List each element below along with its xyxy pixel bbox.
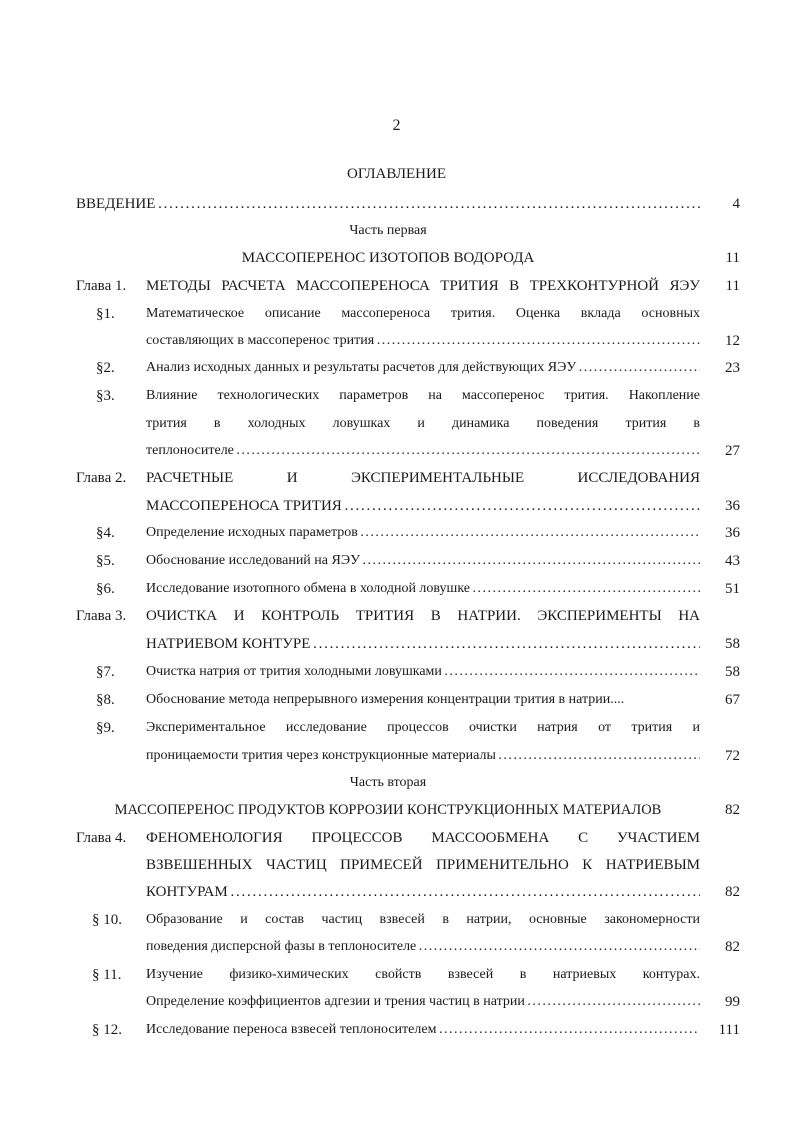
toc-entry-section-3-cont bbox=[0, 413, 793, 439]
toc-entry-section-3-cont bbox=[0, 440, 793, 466]
toc-entry-page: 4 bbox=[732, 196, 740, 212]
section-label: § 10. bbox=[92, 912, 122, 928]
section-label: §2. bbox=[96, 360, 115, 376]
section-label: § 11. bbox=[92, 967, 122, 983]
part-heading bbox=[0, 772, 793, 798]
toc-entry-section-8 bbox=[0, 689, 793, 715]
section-title-line: Образование и состав частиц взвесей в натрии, основные закономерности bbox=[146, 912, 700, 927]
toc-entry-section-6 bbox=[0, 578, 793, 604]
section-title-line: Определение исходных параметров . . . bbox=[146, 522, 700, 544]
section-title-line: Обоснование исследований на ЯЭУ . . . bbox=[146, 550, 700, 572]
toc-entry-page: 23 bbox=[725, 360, 740, 376]
toc-entry-chapter-1 bbox=[0, 275, 793, 301]
section-label: §4. bbox=[96, 525, 115, 541]
part-heading bbox=[0, 220, 793, 246]
section-title-line: Очистка натрия от трития холодными ловушками . . . bbox=[146, 661, 700, 683]
section-title-line: Влияние технологических параметров на массоперенос трития. Накопление bbox=[146, 388, 700, 403]
section-label: §5. bbox=[96, 553, 115, 569]
section-label: §8. bbox=[96, 692, 115, 708]
chapter-title-line: МАССОПЕРЕНОСА ТРИТИЯ . . . bbox=[146, 495, 700, 517]
part-label: Часть первая bbox=[349, 223, 427, 238]
toc-entry-section-9-cont bbox=[0, 745, 793, 771]
toc-entry-page: 99 bbox=[725, 994, 740, 1010]
toc-entry-section-1-cont bbox=[0, 330, 793, 356]
toc-entry-page: 82 bbox=[725, 802, 740, 818]
chapter-title-line: КОНТУРАМ . . . bbox=[146, 881, 700, 903]
toc-entry-chapter-4-cont bbox=[0, 881, 793, 907]
toc-entry-section-11 bbox=[0, 964, 793, 990]
section-title-line: проницаемости трития через конструкционные материалы . . . bbox=[146, 745, 700, 767]
section-label: §7. bbox=[96, 664, 115, 680]
chapter-title-line: ОЧИСТКА И КОНТРОЛЬ ТРИТИЯ В НАТРИИ. ЭКСПЕРИМЕНТЫ НА bbox=[146, 608, 700, 624]
section-title-line: составляющих в массоперенос трития . . . bbox=[146, 330, 700, 352]
toc-entry-section-11-cont bbox=[0, 991, 793, 1017]
toc-entry-chapter-2-cont bbox=[0, 495, 793, 521]
toc-entry-section-7 bbox=[0, 661, 793, 687]
toc-entry-page: 111 bbox=[718, 1022, 740, 1038]
chapter-title-line: РАСЧЕТНЫЕ И ЭКСПЕРИМЕНТАЛЬНЫЕ ИССЛЕДОВАНИЯ bbox=[146, 470, 700, 486]
part-title: МАССОПЕРЕНОС ИЗОТОПОВ ВОДОРОДА bbox=[241, 250, 535, 266]
toc-entry-section-10 bbox=[0, 909, 793, 935]
toc-entry-page: 36 bbox=[725, 525, 740, 541]
toc-entry-page: 67 bbox=[725, 692, 740, 708]
toc-entry-section-9 bbox=[0, 717, 793, 743]
toc-entry-section-12 bbox=[0, 1019, 793, 1045]
page-number: 2 bbox=[392, 117, 401, 134]
toc-entry-chapter-4-cont bbox=[0, 854, 793, 880]
section-label: §9. bbox=[96, 720, 115, 736]
section-title-line: Экспериментальное исследование процессов очистки натрия от трития и bbox=[146, 720, 700, 735]
toc-entry-page: 36 bbox=[725, 498, 740, 514]
toc-entry-intro bbox=[0, 193, 793, 219]
toc-entry-page: 43 bbox=[725, 553, 740, 569]
chapter-title-line: НАТРИЕВОМ КОНТУРЕ . . . bbox=[146, 633, 700, 655]
chapter-title-line: ФЕНОМЕНОЛОГИЯ ПРОЦЕССОВ МАССООБМЕНА С УЧАСТИЕМ bbox=[146, 830, 700, 846]
toc-entry-page: 51 bbox=[725, 581, 740, 597]
toc-entry-part1 bbox=[0, 247, 793, 273]
part-label: Часть вторая bbox=[349, 775, 427, 790]
toc-entry-section-2 bbox=[0, 357, 793, 383]
section-title-line: Исследование переноса взвесей теплоносителем . . . bbox=[146, 1019, 700, 1041]
toc-entry-section-3 bbox=[0, 385, 793, 411]
toc-entry-page: 58 bbox=[725, 664, 740, 680]
toc-entry-page: 11 bbox=[725, 278, 740, 294]
toc-entry-chapter-3 bbox=[0, 605, 793, 631]
document-title: ОГЛАВЛЕНИЕ bbox=[347, 166, 446, 182]
section-label: § 12. bbox=[92, 1022, 122, 1038]
section-title-line: Обоснование метода непрерывного измерения концентрации трития в натрии.... bbox=[146, 692, 625, 707]
toc-entry-section-1 bbox=[0, 303, 793, 329]
part-title: МАССОПЕРЕНОС ПРОДУКТОВ КОРРОЗИИ КОНСТРУКЦИОННЫХ МАТЕРИАЛОВ bbox=[114, 802, 662, 818]
toc-entry-chapter-4 bbox=[0, 827, 793, 853]
toc-entry-page: 82 bbox=[725, 884, 740, 900]
toc-entry-text: ВВЕДЕНИЕ . . . bbox=[76, 193, 700, 215]
toc-entry-part2 bbox=[0, 799, 793, 825]
toc-entry-page: 58 bbox=[725, 636, 740, 652]
section-label: §6. bbox=[96, 581, 115, 597]
section-title-line: Изучение физико-химических свойств взвесей в натриевых контурах. bbox=[146, 967, 700, 982]
section-title-line: Исследование изотопного обмена в холодной ловушке . . . bbox=[146, 578, 700, 600]
toc-entry-section-5 bbox=[0, 550, 793, 576]
toc-entry-section-4 bbox=[0, 522, 793, 548]
toc-entry-page: 11 bbox=[725, 250, 740, 266]
toc-entry-page: 12 bbox=[725, 333, 740, 349]
chapter-label: Глава 3. bbox=[76, 608, 127, 624]
toc-entry-chapter-2 bbox=[0, 467, 793, 493]
chapter-label: Глава 2. bbox=[76, 470, 127, 486]
section-title-line: Анализ исходных данных и результаты расчетов для действующих ЯЭУ . . . bbox=[146, 357, 700, 379]
toc-entry-page: 27 bbox=[725, 443, 740, 459]
section-title-line: поведения дисперсной фазы в теплоносителе . . . bbox=[146, 936, 700, 958]
section-label: §3. bbox=[96, 388, 115, 404]
section-label: §1. bbox=[96, 306, 115, 322]
chapter-label: Глава 4. bbox=[76, 830, 127, 846]
toc-entry-page: 82 bbox=[725, 939, 740, 955]
section-title-line: Математическое описание массопереноса трития. Оценка вклада основных bbox=[146, 306, 700, 321]
toc-entry-section-10-cont bbox=[0, 936, 793, 962]
chapter-title-line: ВЗВЕШЕННЫХ ЧАСТИЦ ПРИМЕСЕЙ ПРИМЕНИТЕЛЬНО К НАТРИЕВЫМ bbox=[146, 857, 700, 873]
toc-entry-page: 72 bbox=[725, 748, 740, 764]
section-title-line: Определение коэффициентов адгезии и трения частиц в натрии . . . bbox=[146, 991, 700, 1013]
section-title-line: теплоносителе . . . bbox=[146, 440, 700, 462]
chapter-title: МЕТОДЫ РАСЧЕТА МАССОПЕРЕНОСА ТРИТИЯ В ТРЕХКОНТУРНОЙ ЯЭУ bbox=[146, 278, 700, 294]
toc-entry-chapter-3-cont bbox=[0, 633, 793, 659]
section-title-line: трития в холодных ловушках и динамика поведения трития в bbox=[146, 416, 700, 431]
chapter-label: Глава 1. bbox=[76, 278, 127, 294]
